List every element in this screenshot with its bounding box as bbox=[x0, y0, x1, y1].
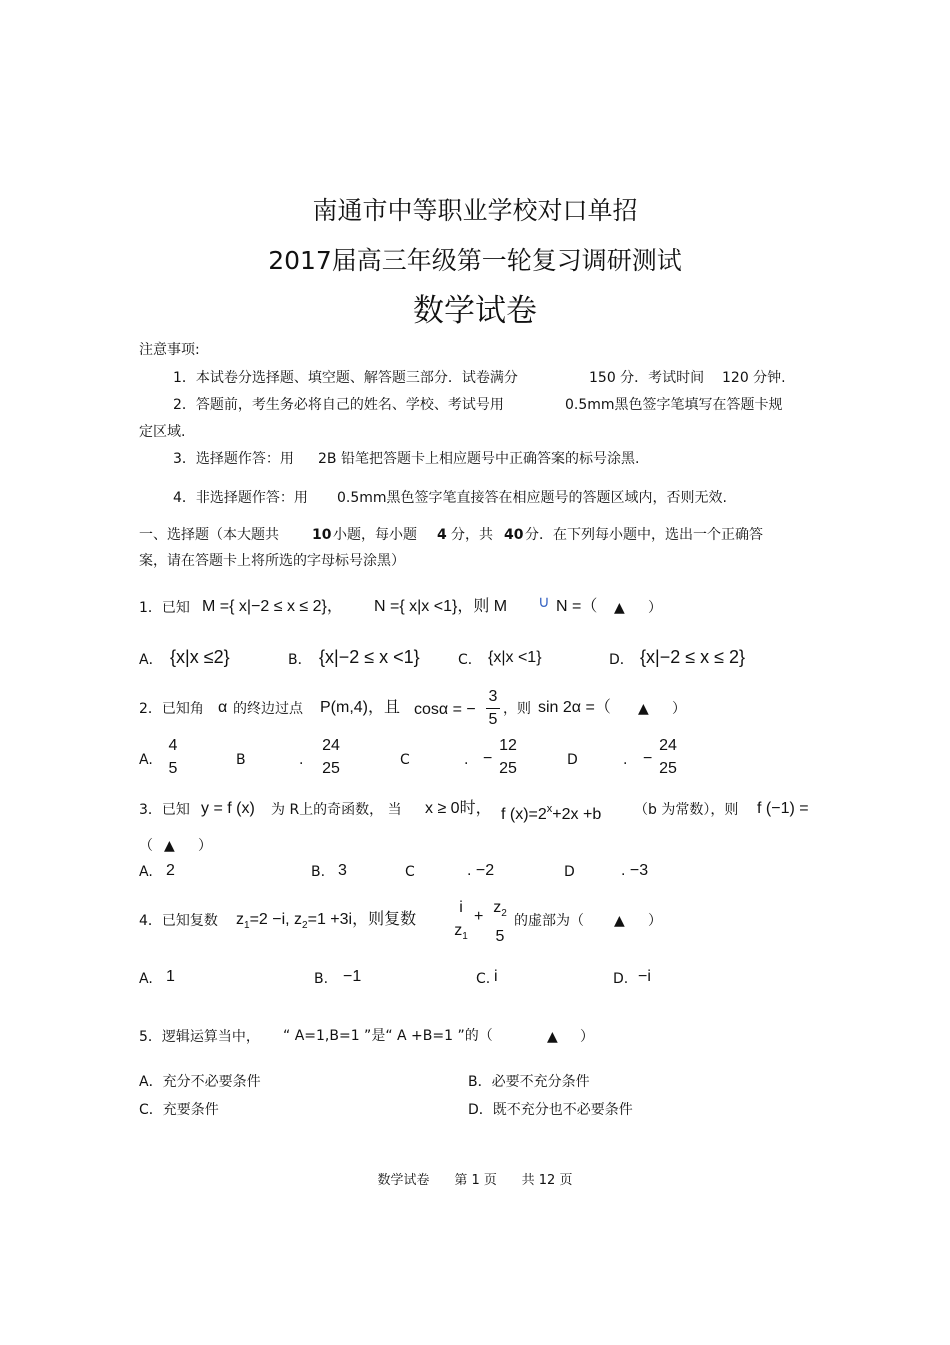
note-1-time: 120 分钟. bbox=[722, 370, 786, 386]
q3-option-b: 3 bbox=[338, 862, 347, 879]
q2-option-b-dot: . bbox=[299, 752, 304, 768]
q4-fraction-2 bbox=[490, 899, 510, 946]
exam-title-line2: 2017届高三年级第一轮复习调研测试 bbox=[268, 246, 682, 275]
q3-option-a: 2 bbox=[166, 862, 175, 879]
q4-option-c: i bbox=[494, 968, 498, 985]
q4-z1-subscript: 1 bbox=[244, 920, 250, 931]
q2-cos-fraction bbox=[486, 688, 500, 729]
q2-option-b-label: B bbox=[236, 752, 246, 768]
q1-close: ） bbox=[648, 600, 662, 616]
q2-answer-marker: ▲ bbox=[638, 701, 649, 717]
q3-ask: f (−1) = bbox=[757, 800, 809, 817]
q4-option-a: 1 bbox=[166, 968, 175, 985]
note-4-cont: 0.5mm黑色签字笔直接答在相应题号的答题区域内，否则无效. bbox=[337, 490, 727, 506]
q2-point: P(m,4)，且 bbox=[320, 699, 401, 716]
q3-option-a-label: A. bbox=[139, 864, 153, 880]
q3-function: y = f (x) bbox=[201, 800, 255, 817]
q1-tail: N =（ bbox=[556, 598, 598, 615]
q2-option-c-dot: . bbox=[464, 752, 469, 768]
q4-option-b: −1 bbox=[343, 968, 362, 985]
q3-option-b-label: B. bbox=[311, 864, 326, 880]
fraction-bar bbox=[452, 919, 470, 920]
q5-option-a: A．充分不必要条件 bbox=[139, 1074, 261, 1090]
fraction-bar bbox=[318, 757, 344, 758]
note-2: 2．答题前，考生务必将自己的姓名、学校、考试号用 bbox=[173, 397, 504, 413]
q2-option-d-sign: − bbox=[643, 750, 653, 767]
q2-d-numerator: 24 bbox=[659, 737, 677, 754]
q3-fx-rest: +2x +b bbox=[552, 806, 602, 823]
q2-c-denominator: 25 bbox=[499, 760, 517, 777]
notes-heading: 注意事项: bbox=[139, 342, 200, 358]
q4-tail: 的虚部为（ bbox=[514, 913, 584, 929]
q2-option-a-label: A. bbox=[139, 752, 153, 768]
q1-option-d-label: D． bbox=[609, 652, 634, 668]
fraction-bar bbox=[495, 757, 521, 758]
q2-cos: cosα = − bbox=[414, 701, 476, 718]
q4-f1-numerator: i bbox=[459, 899, 463, 916]
q2-cos-numerator: 3 bbox=[488, 688, 498, 705]
q3-option-c-label: C bbox=[405, 864, 415, 880]
q4-option-a-label: A. bbox=[139, 971, 153, 987]
note-3: 3．选择题作答：用 bbox=[173, 451, 294, 467]
q3-option-d: . −3 bbox=[621, 862, 649, 879]
q4-f1-den-sub: 1 bbox=[462, 931, 468, 942]
q4-z1: z bbox=[236, 911, 244, 928]
q5-answer-marker: ▲ bbox=[547, 1029, 558, 1045]
section-heading-e: 分，共 bbox=[451, 527, 493, 543]
section-total: 40 bbox=[504, 527, 524, 543]
q3-fx-base: f (x)=2 bbox=[501, 806, 547, 823]
q5-stem: 5．逻辑运算当中， bbox=[139, 1029, 260, 1045]
q2-c-numerator: 12 bbox=[499, 737, 517, 754]
q3-fx-exponent: x bbox=[546, 803, 553, 815]
q3-condition: x ≥ 0时， bbox=[425, 800, 492, 817]
section-heading-c: 小题，每小题 bbox=[333, 527, 417, 543]
q2-option-d bbox=[655, 737, 681, 778]
q4-close: ） bbox=[648, 913, 662, 929]
section-heading-a: 一、选择题（本大题共 bbox=[139, 527, 279, 543]
section-heading-g: 分．在下列每小题中，选出一个正确答 bbox=[525, 527, 763, 543]
q2-b-denominator: 25 bbox=[322, 760, 340, 777]
q2-stem: 2．已知角 bbox=[139, 701, 204, 717]
exam-title-subject: 数学试卷 bbox=[413, 293, 537, 329]
q4-option-d-label: D. bbox=[613, 971, 629, 987]
q3-note: （b 为常数），则 bbox=[634, 802, 739, 818]
q1-option-a-label: A． bbox=[139, 652, 163, 668]
q1-option-d: {x|−2 ≤ x ≤ 2} bbox=[640, 647, 745, 667]
fraction-bar bbox=[655, 757, 681, 758]
note-3-cont: 2B 铅笔把答题卡上相应题号中正确答案的标号涂黑. bbox=[318, 451, 640, 467]
q2-option-a bbox=[164, 737, 182, 778]
q4-f2-num-z: z bbox=[493, 899, 502, 916]
q4-z1-value: =2 −i, z bbox=[249, 911, 303, 928]
q1-option-c: {x|x <1} bbox=[488, 649, 542, 666]
q3-option-c: . −2 bbox=[467, 862, 495, 879]
exam-title-line1: 南通市中等职业学校对口单招 bbox=[312, 196, 638, 225]
q2-option-d-dot: . bbox=[623, 752, 628, 768]
q1-set-n: N ={ x|x <1}，则 M bbox=[374, 598, 508, 615]
q1-option-a: {x|x ≤2} bbox=[170, 647, 230, 667]
q5-condition: “ A=1,B=1 ”是“ A +B=1 ”的（ bbox=[283, 1028, 493, 1044]
note-2-cont: 0.5mm黑色签字笔填写在答题卡规 bbox=[565, 397, 783, 413]
section-heading-line2: 案，请在答题卡上将所选的字母标号涂黑） bbox=[139, 553, 405, 569]
q4-f1-den-z: z bbox=[454, 922, 463, 939]
q4-stem: 4．已知复数 bbox=[139, 913, 218, 929]
note-4: 4．非选择题作答：用 bbox=[173, 490, 308, 506]
q2-a-numerator: 4 bbox=[168, 737, 178, 754]
note-1: 1．本试卷分选择题、填空题、解答题三部分．试卷满分 bbox=[173, 370, 518, 386]
section-points: 4 bbox=[437, 527, 447, 543]
q4-z2-value: =1 +3i，则复数 bbox=[307, 911, 417, 928]
q4-f2-denominator: 5 bbox=[495, 928, 505, 945]
q4-f2-numerator bbox=[490, 899, 510, 923]
section-count: 10 bbox=[312, 527, 332, 543]
q3-close: ） bbox=[198, 838, 212, 854]
note-2-end: 定区域. bbox=[139, 424, 186, 440]
fraction-bar bbox=[164, 757, 182, 758]
q3-open: （ bbox=[139, 838, 153, 854]
q4-option-d: −i bbox=[638, 968, 651, 985]
q1-option-b: {x|−2 ≤ x <1} bbox=[319, 647, 420, 667]
q4-fraction-1 bbox=[452, 899, 470, 946]
q1-option-b-label: B． bbox=[288, 652, 312, 668]
q2-a-denominator: 5 bbox=[168, 760, 178, 777]
q2-tail: ，则 bbox=[503, 701, 531, 717]
q4-z2-subscript: 2 bbox=[302, 920, 308, 931]
q5-option-b: B．必要不充分条件 bbox=[468, 1074, 590, 1090]
q5-option-c: C．充要条件 bbox=[139, 1102, 219, 1118]
q4-f2-num-sub: 2 bbox=[501, 908, 507, 919]
q4-answer-marker: ▲ bbox=[614, 913, 625, 929]
q1-set-m: M ={ x|−2 ≤ x ≤ 2}， bbox=[202, 598, 343, 615]
q1-stem: 1．已知 bbox=[139, 600, 190, 616]
q2-option-d-label: D bbox=[567, 752, 578, 768]
q3-stem: 3．已知 bbox=[139, 802, 190, 818]
q1-option-c-label: C． bbox=[458, 652, 482, 668]
note-1-score: 150 分．考试时间 bbox=[589, 370, 705, 386]
q4-option-c-label: C. bbox=[476, 971, 491, 987]
q5-option-d: D．既不充分也不必要条件 bbox=[468, 1102, 633, 1118]
q2-option-c-label: C bbox=[400, 752, 410, 768]
q3-option-d-label: D bbox=[564, 864, 575, 880]
q2-option-c bbox=[495, 737, 521, 778]
q2-cos-denominator: 5 bbox=[488, 711, 498, 728]
q5-close: ） bbox=[580, 1029, 594, 1045]
q3-answer-marker: ▲ bbox=[164, 838, 175, 854]
q1-union-symbol: ∪ bbox=[538, 594, 550, 611]
q3-fx bbox=[501, 800, 601, 824]
q4-f1-denominator bbox=[452, 922, 470, 946]
fraction-bar bbox=[486, 708, 500, 709]
q2-b-numerator: 24 bbox=[322, 737, 340, 754]
fraction-bar bbox=[490, 925, 510, 926]
q4-plus: + bbox=[474, 908, 484, 925]
page-footer: 数学试卷 第 1 页 共 12 页 bbox=[377, 1173, 573, 1188]
q1-answer-marker: ▲ bbox=[614, 600, 625, 616]
q2-mid: 的终边过点 bbox=[233, 701, 303, 717]
q2-d-denominator: 25 bbox=[659, 760, 677, 777]
q2-close: ） bbox=[672, 701, 686, 717]
q4-z-values bbox=[236, 911, 416, 935]
q2-option-c-sign: − bbox=[483, 750, 493, 767]
q4-option-b-label: B. bbox=[314, 971, 329, 987]
q2-sin: sin 2α =（ bbox=[538, 699, 611, 716]
q3-mid: 为 R上的奇函数， 当 bbox=[271, 802, 402, 818]
q2-option-b bbox=[318, 737, 344, 778]
q2-alpha: α bbox=[218, 699, 228, 716]
